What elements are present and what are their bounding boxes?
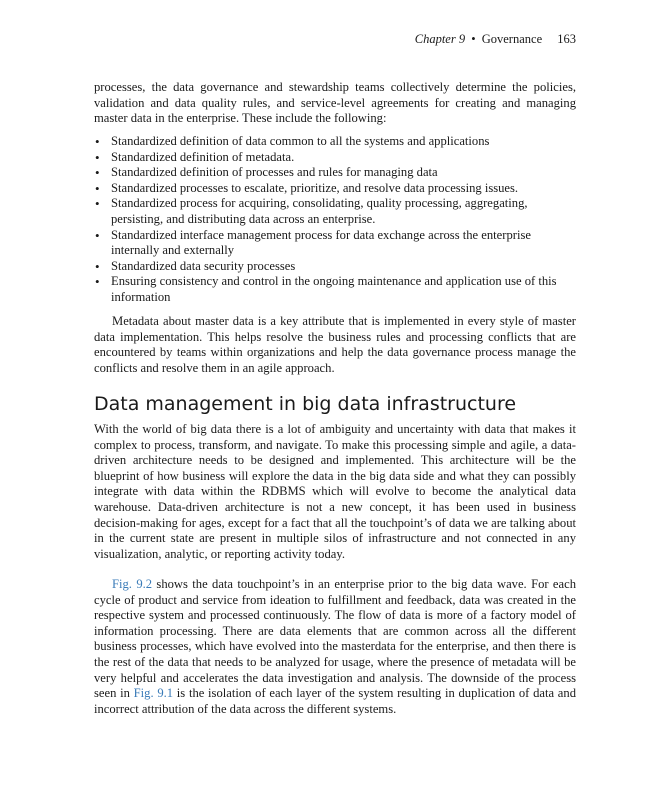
header-separator: • [471, 32, 476, 46]
paragraph-3: With the world of big data there is a lot of ambiguity and uncertainty with data that makes it complex to process, transform, and navigate. To make this processing simple and agile, a data-driven architecture needs to be designed and implemented. This architecture will be the blueprint of how business will explore the data in the big data side and what they can possibly integrate with data within the RDBMS which will evolve to become the analytical data warehouse. Data-driven architecture is not a new concept, it has been used in business decision-making for ages, except for a fact that all the touchpoint’s of data we are talking about in the current state are present in multiple silos of infrastructure and not connected in any visualization, analytic, or reporting activity today. [94, 422, 576, 561]
bullet-item: • Standardized definition of data common to all the systems and applications [94, 134, 576, 150]
bullet-item: • Ensuring consistency and control in the ongoing maintenance and application use of this information [94, 274, 576, 305]
bullet-item: • Standardized data security processes [94, 259, 576, 275]
chapter-label: Chapter 9 [414, 32, 466, 46]
bullet-item: • Standardized definition of processes and rules for managing data [94, 165, 576, 181]
paragraph-2: Metadata about master data is a key attribute that is implemented in every style of master data implementation. This helps resolve the business rules and processing conflicts that are encountered by teams within organizations and help the data governance process manage the conflicts and resolve them in an agile approach. [94, 314, 576, 375]
paragraph-1: processes, the data governance and stewardship teams collectively determine the policies, validation and data quality rules, and service-level agreements for creating and managing master data in the enterprise. These include the following: [94, 80, 576, 126]
page-number: 163 [557, 32, 576, 46]
figure-link-9-2[interactable]: Fig. 9.2 [112, 577, 153, 591]
paragraph-4-text-2: is the isolation of each layer of the system resulting in duplication of data and incorrect attribution of the data across the different systems. [94, 686, 576, 716]
bullet-list [94, 134, 576, 306]
bullet-item: • Standardized processes to escalate, prioritize, and resolve data processing issues. [94, 181, 576, 197]
bullet-item: • Standardized definition of metadata. [94, 150, 576, 166]
figure-link-9-1[interactable]: Fig. 9.1 [133, 686, 174, 701]
section-heading: Data management in big data infrastructure [94, 393, 517, 415]
chapter-title: Governance [481, 32, 543, 46]
paragraph-4-text-1: shows the data touchpoint’s in an enterprise prior to the big data wave. For each cycle of product and service from ideation to fulfillment and feedback, data was created in the respective system and processed continuously. The flow of data is more of a factory model of information processing. There are data elements that are common across all the different business processes, which have evolved into the masterdata for the enterprise, and then there is the rest of the data that needs to be analyzed for usage, where the presence of metadata will be very helpful and accelerates the data investigation and analysis. The downside of the process seen in [94, 577, 577, 701]
running-header [415, 32, 576, 47]
bullet-item: • Standardized interface management process for data exchange across the enterprise internally and externally [94, 228, 576, 259]
paragraph-4 [94, 577, 576, 717]
bullet-item: • Standardized process for acquiring, consolidating, quality processing, aggregating, persisting, and distributing data across an enterprise. [94, 196, 576, 227]
